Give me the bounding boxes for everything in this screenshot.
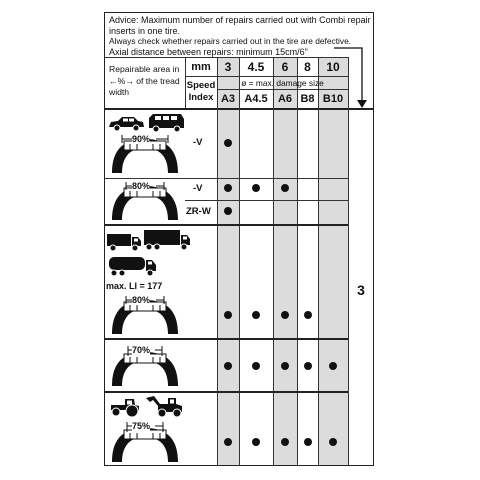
repair-dot-r5-c1	[224, 362, 232, 370]
repair-dot-r5-c2	[252, 362, 260, 370]
repair-dot-r5-c4	[304, 362, 312, 370]
excavator-icon	[144, 394, 184, 418]
code-b10: B10	[322, 93, 344, 105]
speed-row-2: -V	[193, 183, 203, 194]
mm-label: mm	[191, 61, 211, 73]
col-divider-5	[348, 57, 349, 466]
repair-dot-r4-c1	[224, 311, 232, 319]
tanker-truck-icon	[108, 255, 158, 277]
code-a6: A6	[277, 93, 293, 105]
row-line-4	[104, 338, 348, 340]
van-icon	[147, 113, 185, 133]
damage-size-label: ø = max. damage size	[241, 78, 324, 88]
size-6: 6	[281, 60, 289, 74]
size-10: 10	[326, 60, 340, 74]
truck-icon	[106, 232, 142, 252]
repair-dot-r1-c1	[224, 139, 232, 147]
repair-dot-r4-c4	[304, 311, 312, 319]
max-li-label: max. LI = 177	[106, 281, 163, 291]
advice-line-1: Advice: Maximum number of repairs carried out with Combi repair	[109, 15, 371, 25]
row-line-5	[104, 391, 348, 393]
repair-dot-r6-c4	[304, 438, 312, 446]
advice-line-4: Axial distance between repairs: minimum 15cm/6"	[109, 46, 308, 57]
col-divider-1	[239, 57, 240, 466]
row-line-2	[185, 200, 348, 201]
code-a4-5: A4.5	[244, 93, 268, 105]
max-repairs-value: 3	[357, 282, 365, 298]
repair-dot-r4-c3	[281, 311, 289, 319]
percent-row-1: 90%	[132, 134, 151, 144]
repair-dot-r6-c1	[224, 438, 232, 446]
speed-row-3: ZR-W	[186, 206, 211, 217]
speed-label-line-2: Index	[188, 92, 214, 103]
col-divider-3	[297, 57, 298, 466]
percent-row-5: 70%	[132, 345, 151, 355]
percent-row-4: 80%	[132, 295, 151, 305]
repair-dot-r5-c3	[281, 362, 289, 370]
size-8: 8	[304, 60, 311, 74]
repair-dot-r3-c1	[224, 207, 232, 215]
repair-dot-r6-c5	[329, 438, 337, 446]
repairable-area-label	[109, 64, 180, 99]
header-top-line	[104, 57, 348, 58]
row-line-1	[104, 178, 348, 179]
speed-row-1: -V	[193, 137, 203, 148]
repairable-label-line-2: ←%→ of the tread	[109, 75, 180, 86]
repair-dot-r2-c3	[281, 184, 289, 192]
repairable-label-line-1: Repairable area in	[109, 64, 180, 74]
repair-dot-r6-c2	[252, 438, 260, 446]
repair-dot-r5-c5	[329, 362, 337, 370]
trailer-truck-icon	[143, 229, 191, 251]
damage-line	[217, 89, 348, 90]
speed-col-divider	[217, 57, 218, 466]
row-line-3	[104, 224, 348, 226]
speed-index-label	[185, 80, 217, 104]
code-a3: A3	[220, 93, 236, 105]
col-divider-2	[273, 57, 274, 466]
advice-line-3: Always check whether repairs carried out in the tire are defective.	[109, 36, 352, 46]
percent-row-6: 75%	[132, 421, 151, 431]
code-b8: B8	[300, 93, 315, 105]
sizes-line	[185, 76, 348, 77]
size-3: 3	[224, 60, 232, 74]
repairable-label-line-3: width	[109, 87, 130, 97]
size-4-5: 4.5	[247, 60, 265, 74]
tractor-icon	[107, 398, 143, 418]
speed-label-line-1: Speed	[186, 80, 216, 91]
repair-dot-r4-c2	[252, 311, 260, 319]
repair-dot-r6-c3	[281, 438, 289, 446]
col-divider-4	[318, 57, 319, 466]
advice-line-2: inserts in one tire.	[109, 25, 181, 36]
car-icon	[107, 116, 145, 132]
percent-row-2: 80%	[132, 181, 151, 191]
repair-dot-r2-c1	[224, 184, 232, 192]
repair-dot-r2-c2	[252, 184, 260, 192]
